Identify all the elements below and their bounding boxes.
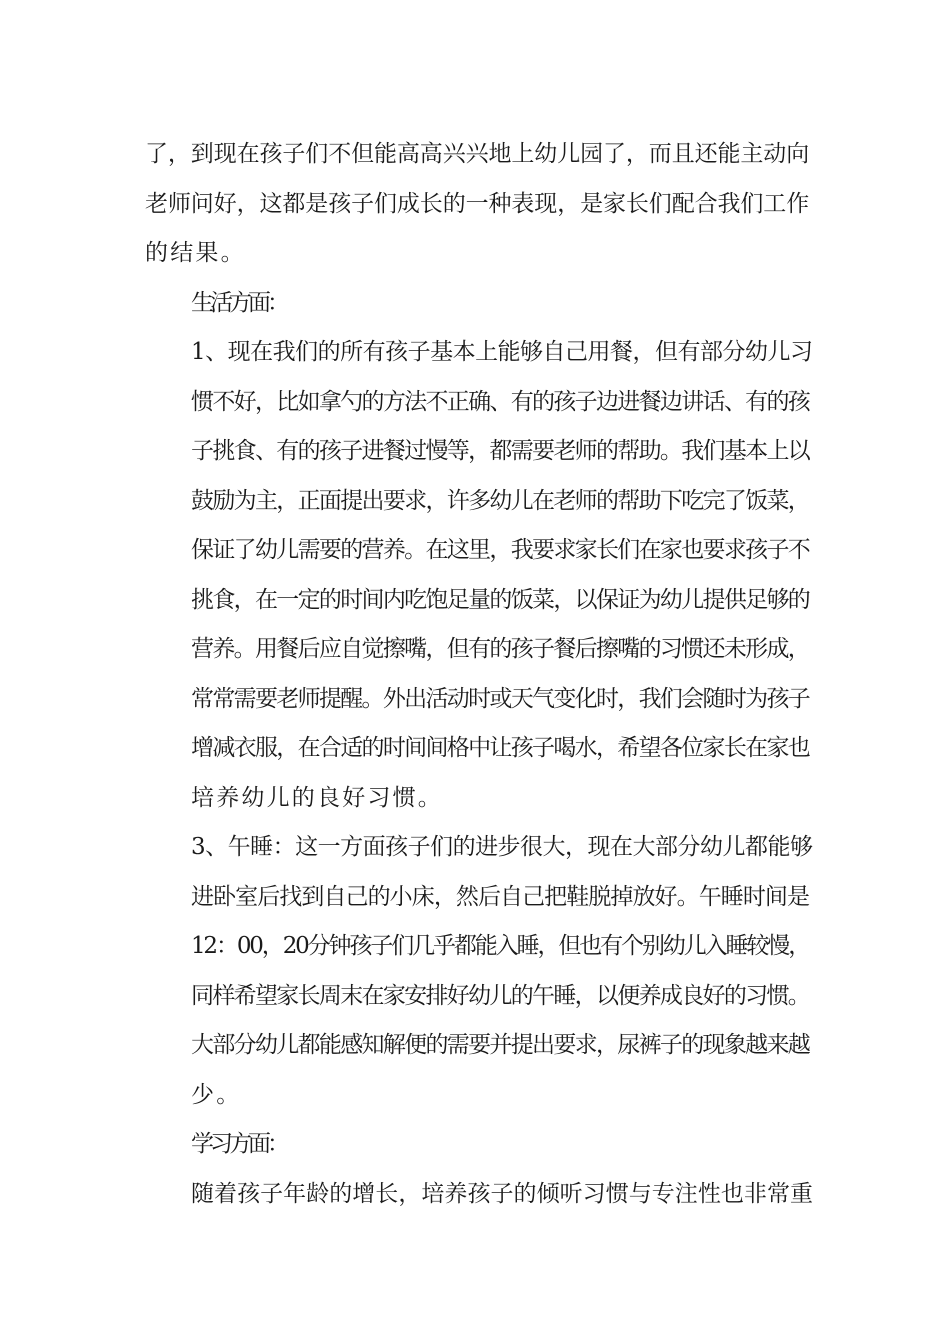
text-line: 子挑食、有的孩子进餐过慢等，都需要老师的帮助。我们基本上以 bbox=[191, 438, 809, 464]
text-line: 营养。用餐后应自觉擦嘴，但有的孩子餐后擦嘴的习惯还未形成， bbox=[191, 636, 809, 662]
text-line: 3、午睡：这一方面孩子们的进步很大，现在大部分幼儿都能够 bbox=[191, 834, 809, 860]
text-line: 同样希望家长周末在家安排好幼儿的午睡，以便养成良好的习惯。 bbox=[191, 982, 809, 1009]
section-heading-study bbox=[145, 1120, 809, 1170]
text-line: 保证了幼儿需要的营养。在这里，我要求家长们在家也要求孩子不 bbox=[191, 537, 809, 563]
text-line: 惯不好，比如拿勺的方法不正确、有的孩子边进餐边讲话、有的孩 bbox=[191, 388, 809, 415]
text-line: 常常需要老师提醒。外出活动时或天气变化时，我们会随时为孩子 bbox=[191, 685, 809, 712]
paragraph-study bbox=[145, 1170, 809, 1220]
text-line: 进卧室后找到自己的小床，然后自己把鞋脱掉放好。午睡时间是 bbox=[191, 883, 809, 910]
text-line: 了，到现在孩子们不但能高高兴兴地上幼儿园了，而且还能主动向 bbox=[145, 141, 809, 167]
text-line: 生活方面： bbox=[191, 289, 286, 316]
text-line: 1、现在我们的所有孩子基本上能够自己用餐，但有部分幼儿习 bbox=[191, 339, 809, 365]
text-line: 少。 bbox=[191, 1081, 242, 1108]
text-line: 随着孩子年龄的增长，培养孩子的倾听习惯与专注性也非常重 bbox=[191, 1180, 809, 1207]
text-line: 培养幼儿的良好习惯。 bbox=[191, 784, 443, 811]
text-line: 增减衣服，在合适的时间间格中让孩子喝水，希望各位家长在家也 bbox=[191, 735, 809, 761]
text-line: 12：00，20分钟孩子们几乎都能入睡，但也有个别幼儿入睡较慢， bbox=[191, 933, 809, 959]
paragraph-meals bbox=[145, 328, 809, 823]
text-line: 大部分幼儿都能感知解便的需要并提出要求，尿裤子的现象越来越 bbox=[191, 1032, 809, 1058]
text-line: 鼓励为主，正面提出要求，许多幼儿在老师的帮助下吃完了饭菜， bbox=[191, 487, 809, 514]
section-heading-life bbox=[145, 279, 809, 329]
paragraph-nap bbox=[145, 823, 809, 1120]
document-body bbox=[145, 130, 809, 1219]
text-line: 挑食，在一定的时间内吃饱足量的饭菜，以保证为幼儿提供足够的 bbox=[191, 586, 809, 613]
text-line: 的结果。 bbox=[145, 240, 246, 266]
text-line: 老师问好，这都是孩子们成长的一种表现，是家长们配合我们工作 bbox=[145, 190, 809, 217]
paragraph-intro-continuation bbox=[145, 130, 809, 279]
text-line: 学习方面： bbox=[191, 1131, 286, 1157]
